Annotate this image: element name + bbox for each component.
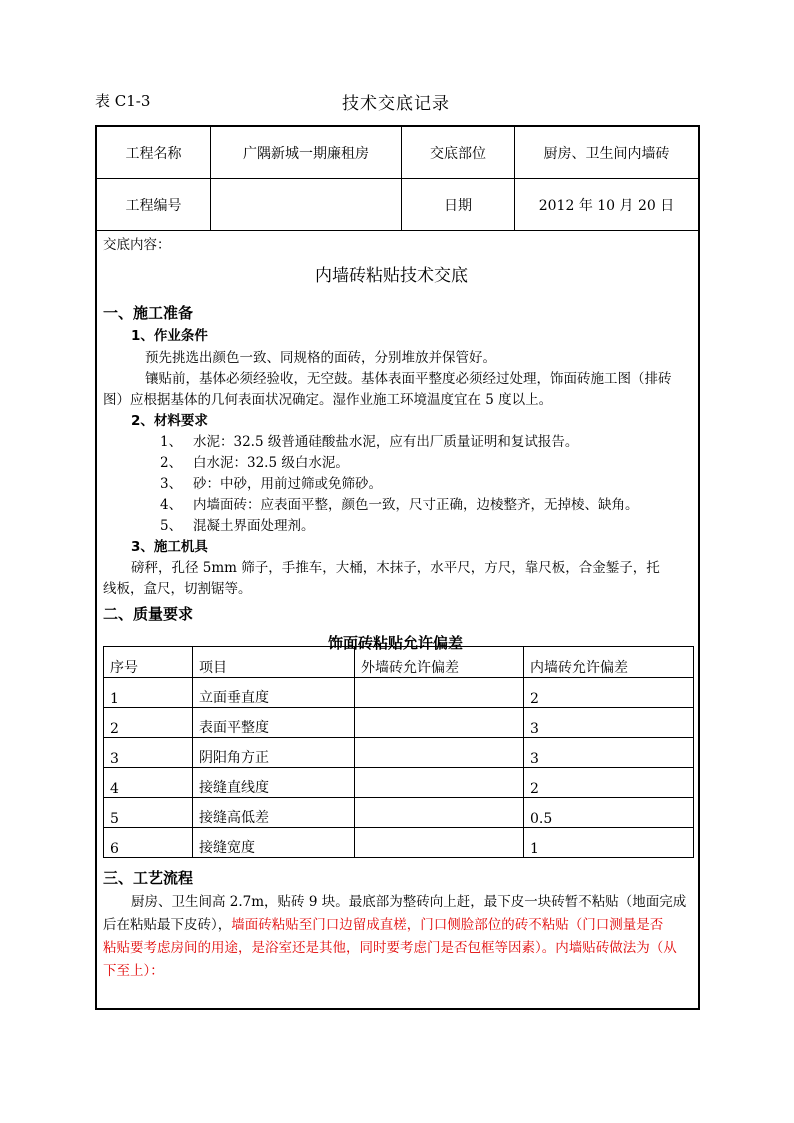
table-cell: 3 (524, 708, 694, 738)
table-cell: 4 (104, 768, 193, 798)
column-header: 序号 (104, 647, 193, 678)
table-cell: 接缝宽度 (193, 828, 355, 858)
document-title: 技术交底记录 (342, 94, 450, 114)
project-name-value: 广隅新城一期廉租房 (211, 127, 402, 179)
table-cell (355, 708, 524, 738)
highlighted-segment: 墙面砖粘贴至门口边留成直槎，门口侧脸部位的砖不粘贴（门口测量是否 (231, 917, 664, 933)
list-item-number: 4、 (160, 497, 183, 513)
table-cell: 0.5 (524, 798, 694, 828)
table-cell: 表面平整度 (193, 708, 355, 738)
column-header: 外墙砖允许偏差 (355, 647, 524, 678)
section-3-title: 三、工艺流程 (103, 869, 194, 887)
table-cell (355, 678, 524, 708)
paragraph-line: 镶贴前，基体必须经验收，无空鼓。基体表面平整度必须经过处理，饰面砖施工图（排砖 (145, 371, 672, 387)
project-no-label: 工程编号 (97, 179, 211, 231)
part-value: 厨房、卫生间内墙砖 (515, 127, 699, 179)
table-row (104, 678, 694, 708)
section-2-title: 二、质量要求 (103, 605, 194, 623)
table-cell: 1 (104, 678, 193, 708)
table-cell: 立面垂直度 (193, 678, 355, 708)
list-item-number: 5、 (160, 518, 183, 534)
subsection-1-2-title: 2、材料要求 (131, 413, 208, 429)
list-item-text: 内墙面砖：应表面平整，颜色一致，尺寸正确，边棱整齐，无掉棱、缺角。 (193, 497, 639, 513)
list-item-text: 白水泥：32.5 级白水泥。 (193, 455, 349, 471)
list-item-text: 水泥：32.5 级普通硅酸盐水泥，应有出厂质量证明和复试报告。 (193, 434, 579, 450)
table-cell (355, 828, 524, 858)
table-cell: 5 (104, 798, 193, 828)
list-item-text: 砂：中砂，用前过筛或免筛砂。 (193, 476, 382, 492)
table-cell: 6 (104, 828, 193, 858)
form-number: 表 C1-3 (95, 92, 151, 110)
paragraph-line: 厨房、卫生间高 2.7m，贴砖 9 块。最底部为整砖向上赶，最下皮一块砖暂不粘贴（地面完成 (131, 894, 687, 910)
highlighted-line: 粘贴要考虑房间的用途，是浴室还是其他，同时要考虑门是否包框等因素）。内墙贴砖做法为（从 (103, 940, 677, 956)
paragraph-segment: 后在粘贴最下皮砖）， (103, 917, 232, 933)
highlighted-line: 下至上）： (103, 963, 164, 979)
list-item-number: 2、 (160, 455, 183, 471)
table-cell: 2 (524, 678, 694, 708)
date-label: 日期 (402, 179, 515, 231)
table-row (104, 798, 694, 828)
table-cell: 1 (524, 828, 694, 858)
subsection-1-1-title: 1、作业条件 (131, 328, 208, 344)
record-frame (95, 125, 700, 1010)
content-title: 内墙砖粘贴技术交底 (315, 266, 468, 286)
list-item-number: 3、 (160, 476, 183, 492)
table-row (104, 708, 694, 738)
header-table (97, 127, 698, 231)
content-label: 交底内容： (103, 237, 171, 253)
table-row (104, 738, 694, 768)
paragraph-line: 预先挑选出颜色一致、同规格的面砖，分别堆放并保管好。 (145, 350, 496, 366)
date-value: 2012 年 10 月 20 日 (515, 179, 699, 231)
project-name-label: 工程名称 (97, 127, 211, 179)
section-1-title: 一、施工准备 (103, 304, 194, 322)
table-cell (355, 768, 524, 798)
table-row (104, 828, 694, 858)
list-item-number: 1、 (160, 434, 183, 450)
deviation-table-title: 饰面砖粘贴允许偏差 (328, 634, 464, 652)
table-cell (355, 798, 524, 828)
table-cell: 2 (524, 768, 694, 798)
table-cell: 2 (104, 708, 193, 738)
table-cell (355, 738, 524, 768)
table-cell: 3 (104, 738, 193, 768)
paragraph-line: 磅秤，孔径 5mm 筛子，手推车，大桶，木抹子，水平尺，方尺，靠尺板，合金錾子，托 (131, 560, 660, 576)
paragraph-line: 图）应根据基体的几何表面状况确定。湿作业施工环境温度宜在 5 度以上。 (103, 392, 553, 408)
project-no-value (211, 179, 402, 231)
table-row (104, 768, 694, 798)
list-item-text: 混凝土界面处理剂。 (193, 518, 315, 534)
part-label: 交底部位 (402, 127, 515, 179)
table-cell: 3 (524, 738, 694, 768)
table-cell: 接缝直线度 (193, 768, 355, 798)
table-header-row (104, 647, 694, 678)
paragraph-line: 线板，盒尺，切割锯等。 (103, 581, 252, 597)
column-header: 内墙砖允许偏差 (524, 647, 694, 678)
paragraph-line (103, 913, 663, 933)
table-cell: 阴阳角方正 (193, 738, 355, 768)
deviation-table (103, 646, 694, 858)
column-header: 项目 (193, 647, 355, 678)
subsection-1-3-title: 3、施工机具 (131, 539, 208, 555)
table-cell: 接缝高低差 (193, 798, 355, 828)
